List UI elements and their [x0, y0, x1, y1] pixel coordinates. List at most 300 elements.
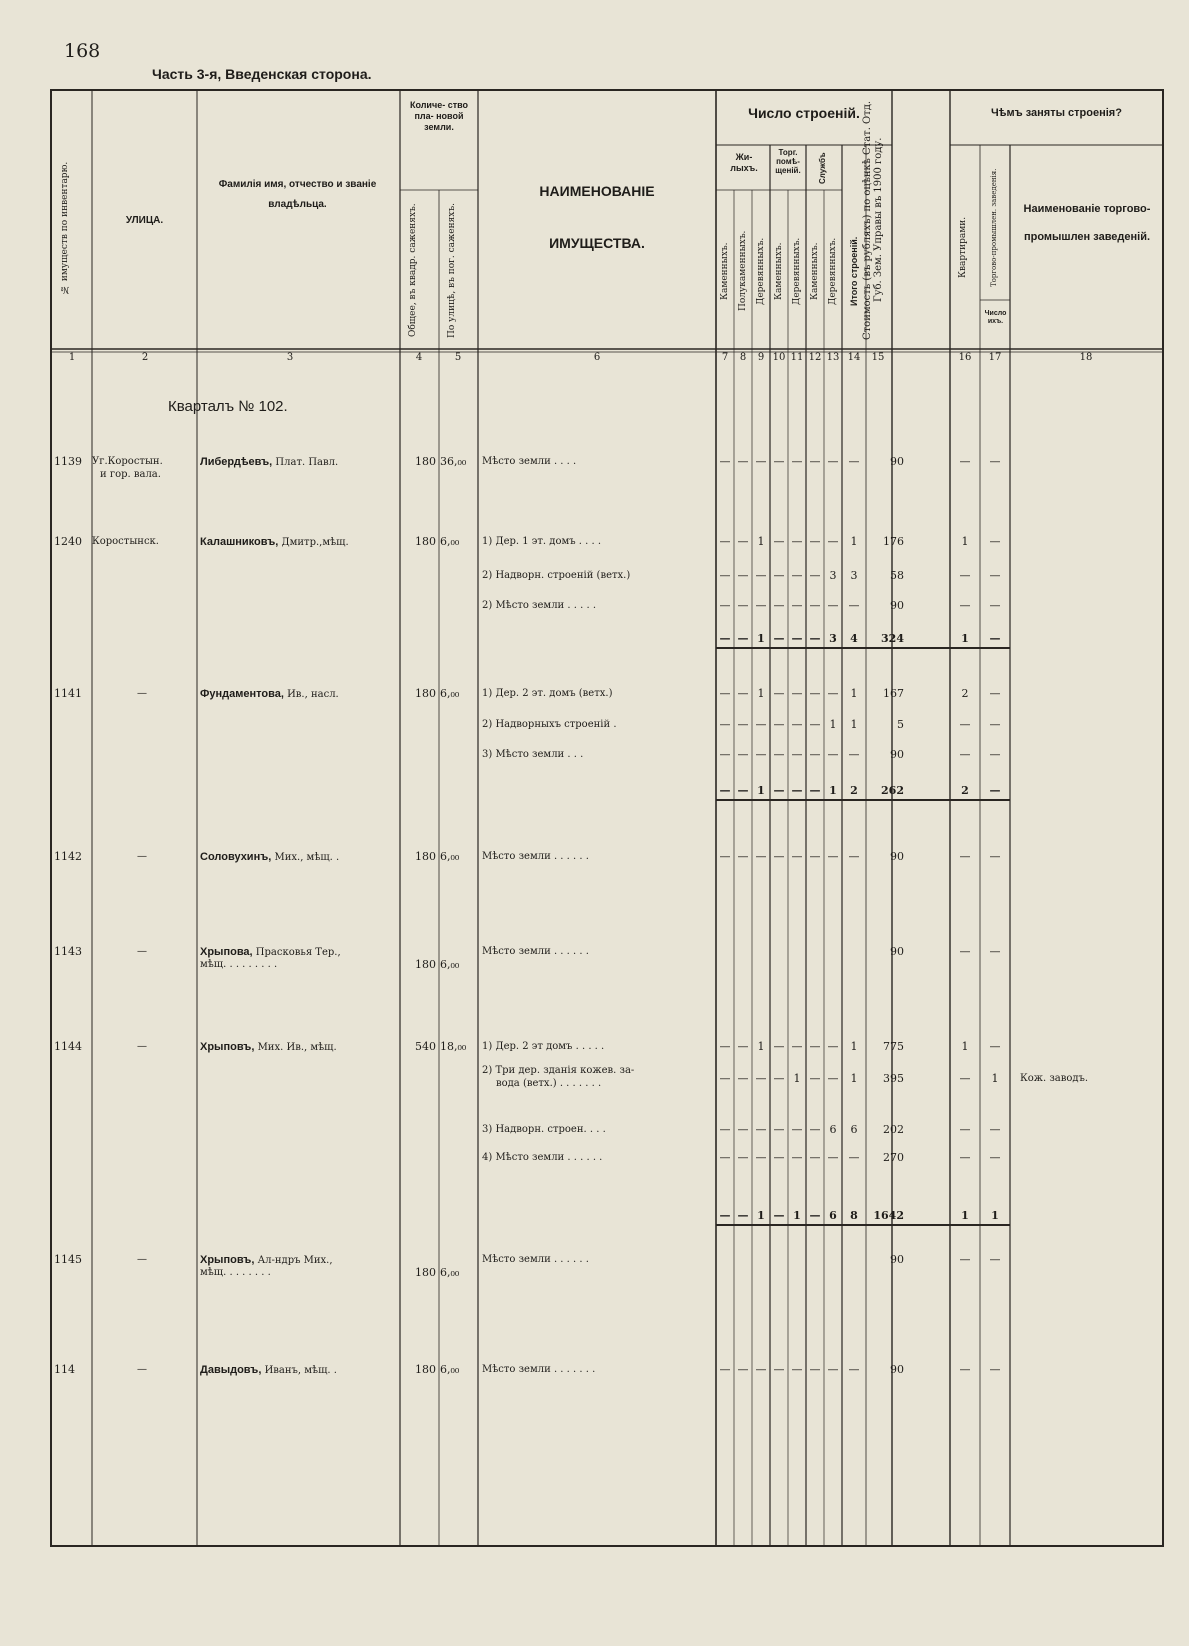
total-apartments: 1: [961, 632, 969, 645]
item-name: 2) Надворн. строеній (ветх.): [482, 570, 631, 581]
building-count: 1: [850, 687, 858, 700]
apartments: —: [959, 718, 971, 731]
record-street: —: [137, 688, 147, 699]
building-count: 1: [850, 1072, 858, 1085]
trade-count: —: [989, 455, 1001, 468]
building-count: —: [809, 718, 821, 731]
owner-details: Дмитр.,мѣщ.: [278, 537, 349, 548]
building-count: —: [809, 1151, 821, 1164]
item-name: Мѣсто земли . . . . . .: [482, 1254, 589, 1265]
total-building-count: —: [719, 632, 731, 645]
total-building-count: —: [809, 632, 821, 645]
owner-surname: Хрыповъ,: [200, 1254, 255, 1266]
building-count: —: [737, 535, 749, 548]
building-count: —: [755, 1123, 767, 1136]
record-street: —: [137, 851, 147, 862]
apartments: —: [959, 1363, 971, 1376]
land-street: 6,₀₀: [440, 1363, 460, 1376]
trade-count: —: [989, 1123, 1001, 1136]
building-count: —: [719, 748, 731, 761]
col15-header: Стоимость (въ рубляхъ) по оцѣнкѣ Стат. Отд. Губ. Зем. Управы въ 1900 году.: [862, 100, 884, 340]
col6-header-b: ИМУЩЕСТВА.: [549, 235, 645, 251]
total-building-count: 2: [850, 784, 858, 797]
building-count: —: [719, 599, 731, 612]
apartments: —: [959, 1072, 971, 1085]
building-count: —: [737, 455, 749, 468]
building-count: —: [827, 748, 839, 761]
item-name: 2) Мѣсто земли . . . . .: [482, 600, 596, 611]
record-street: Коростынск.: [92, 536, 159, 547]
building-count: —: [809, 1072, 821, 1085]
building-count: 1: [829, 718, 837, 731]
apartments: —: [959, 599, 971, 612]
building-count: —: [755, 1151, 767, 1164]
land-total: 180: [415, 687, 436, 700]
item-name: Мѣсто земли . . . . . .: [482, 946, 589, 957]
record-number: 1139: [54, 455, 82, 468]
building-count: —: [755, 748, 767, 761]
owner-details: Ал-ндръ Мих.,: [254, 1255, 333, 1266]
building-count: —: [737, 1123, 749, 1136]
building-count: —: [809, 599, 821, 612]
building-count: —: [773, 748, 785, 761]
record-number: 1145: [54, 1253, 82, 1266]
value-rubles: 58: [890, 569, 904, 582]
building-count: —: [737, 1072, 749, 1085]
record-owner: [200, 687, 339, 701]
col17-sub-header: Число ихъ.: [984, 310, 1007, 325]
record-owner-2: мѣщ. . . . . . . .: [200, 1267, 271, 1278]
building-count: —: [791, 687, 803, 700]
building-count: —: [773, 599, 785, 612]
record-street: —: [137, 1364, 147, 1375]
record-street-2: и гор. вала.: [100, 469, 161, 480]
land-street: 6,₀₀: [440, 687, 460, 700]
col1-header: № имуществ по инвентарю.: [60, 161, 70, 294]
column-number: 7: [721, 352, 729, 363]
column-number: 8: [739, 352, 747, 363]
building-count: —: [809, 1123, 821, 1136]
building-count: —: [737, 1040, 749, 1053]
building-count: —: [737, 569, 749, 582]
building-count: —: [755, 850, 767, 863]
record-owner: [200, 535, 349, 549]
col3-header: Фамилія имя, отчество и званіе владѣльца.: [218, 179, 377, 210]
total-value: 324: [881, 632, 904, 645]
building-count: —: [791, 1151, 803, 1164]
service-header: Службъ: [818, 152, 827, 184]
value-rubles: 90: [890, 455, 904, 468]
total-building-count: 1: [793, 1209, 801, 1222]
record-number: 1141: [54, 687, 82, 700]
record-owner: [200, 1040, 337, 1054]
building-count: —: [755, 569, 767, 582]
building-count: —: [719, 850, 731, 863]
owner-surname: Либердѣевъ,: [200, 456, 273, 468]
building-count: 1: [757, 1040, 765, 1053]
value-rubles: 90: [890, 1253, 904, 1266]
item-name: 2) Три дер. зданія кожев. за-: [482, 1065, 635, 1076]
col7-header: Каменныхъ.: [720, 242, 730, 300]
quarter-title: Кварталъ № 102.: [168, 398, 288, 415]
building-count: 6: [829, 1123, 837, 1136]
owner-surname: Соловухинъ,: [200, 851, 272, 863]
total-building-count: 4: [850, 632, 858, 645]
building-count: —: [791, 569, 803, 582]
building-count: —: [827, 1151, 839, 1164]
value-rubles: 270: [883, 1151, 904, 1164]
building-count: —: [737, 718, 749, 731]
item-name: Мѣсто земли . . . .: [482, 456, 577, 467]
record-street: —: [137, 1041, 147, 1052]
item-name-2: вода (ветх.) . . . . . . .: [496, 1078, 602, 1089]
total-building-count: —: [737, 632, 749, 645]
building-count: —: [809, 850, 821, 863]
building-count: —: [773, 718, 785, 731]
column-number: 16: [958, 352, 972, 363]
total-building-count: 6: [829, 1209, 837, 1222]
land-total: 180: [415, 850, 436, 863]
building-count: 6: [850, 1123, 858, 1136]
land-street: 6,₀₀: [440, 1266, 460, 1279]
total-building-count: —: [791, 784, 803, 797]
building-count: —: [827, 599, 839, 612]
building-count: —: [773, 1363, 785, 1376]
record-number: 1240: [54, 535, 82, 548]
column-number: 18: [1079, 352, 1093, 363]
trade-name: Кож. заводъ.: [1020, 1073, 1089, 1084]
building-count: —: [737, 1151, 749, 1164]
building-count: —: [848, 850, 860, 863]
building-count: —: [791, 1040, 803, 1053]
record-number: 1143: [54, 945, 82, 958]
building-count: —: [827, 850, 839, 863]
column-number: 14: [847, 352, 861, 363]
total-building-count: 8: [850, 1209, 858, 1222]
building-count: —: [737, 748, 749, 761]
trade-count: —: [989, 569, 1001, 582]
column-number: 15: [871, 352, 885, 363]
value-rubles: 90: [890, 850, 904, 863]
part-title: Часть 3-я, Введенская сторона.: [152, 66, 372, 82]
owner-details: Иванъ, мѣщ. .: [261, 1365, 337, 1376]
building-count: —: [773, 1040, 785, 1053]
building-count: —: [719, 1040, 731, 1053]
column-number: 1: [68, 352, 76, 363]
building-count: 1: [850, 535, 858, 548]
value-rubles: 90: [890, 748, 904, 761]
trade-count: —: [989, 599, 1001, 612]
column-number: 10: [772, 352, 786, 363]
land-total: 180: [415, 958, 436, 971]
item-name: 3) Мѣсто земли . . .: [482, 749, 584, 760]
total-value: 1642: [873, 1209, 904, 1222]
building-count: —: [848, 455, 860, 468]
occupancy-header: Чѣмъ заняты строенія?: [991, 107, 1122, 119]
building-count: —: [848, 1363, 860, 1376]
building-count: —: [791, 850, 803, 863]
total-building-count: —: [737, 1209, 749, 1222]
trade-count: —: [989, 850, 1001, 863]
total-building-count: —: [773, 1209, 785, 1222]
building-count: —: [773, 850, 785, 863]
item-name: 1) Дер. 2 эт. домъ (ветх.): [482, 688, 613, 699]
value-rubles: 176: [883, 535, 904, 548]
building-count: —: [755, 1072, 767, 1085]
owner-details: Ив., насл.: [283, 689, 339, 700]
column-number: 9: [757, 352, 765, 363]
building-count: —: [827, 1363, 839, 1376]
land-street: 6,₀₀: [440, 958, 460, 971]
trade-count: —: [989, 1040, 1001, 1053]
apartments: —: [959, 1123, 971, 1136]
building-count: —: [719, 455, 731, 468]
building-count: —: [719, 1363, 731, 1376]
land-total: 180: [415, 455, 436, 468]
record-number: 1144: [54, 1040, 82, 1053]
building-count: —: [719, 1151, 731, 1164]
trade-count: —: [989, 748, 1001, 761]
record-street: —: [137, 946, 147, 957]
col12-header: Каменныхъ.: [810, 242, 820, 300]
building-count: —: [809, 455, 821, 468]
land-total: 540: [415, 1040, 436, 1053]
building-count: —: [719, 535, 731, 548]
building-count: —: [737, 1363, 749, 1376]
building-count: —: [791, 535, 803, 548]
record-number: 114: [54, 1363, 75, 1376]
building-count: —: [773, 1123, 785, 1136]
item-name: 1) Дер. 2 эт домъ . . . . .: [482, 1041, 605, 1052]
total-trade: 1: [991, 1209, 999, 1222]
total-building-count: 1: [757, 784, 765, 797]
building-count: —: [773, 455, 785, 468]
owner-surname: Хрыповъ,: [200, 1041, 255, 1053]
building-count: —: [737, 599, 749, 612]
col6-header-a: НАИМЕНОВАНІЕ: [539, 183, 655, 199]
building-count: —: [719, 718, 731, 731]
record-owner: [200, 455, 338, 469]
building-count: —: [809, 535, 821, 548]
building-count: 3: [850, 569, 858, 582]
building-count: —: [755, 455, 767, 468]
col9-header: Деревянныхъ.: [756, 237, 766, 305]
building-count: 1: [757, 535, 765, 548]
record-number: 1142: [54, 850, 82, 863]
page-number: 168: [64, 40, 101, 62]
building-count: —: [809, 1040, 821, 1053]
record-owner-2: мѣщ. . . . . . . . .: [200, 959, 278, 970]
total-building-count: 3: [829, 632, 837, 645]
building-count: —: [755, 1363, 767, 1376]
apartments: —: [959, 1151, 971, 1164]
owner-surname: Хрыпова,: [200, 946, 253, 958]
total-building-count: 1: [757, 1209, 765, 1222]
building-count: 1: [793, 1072, 801, 1085]
trade-count: —: [989, 1151, 1001, 1164]
building-count: —: [791, 748, 803, 761]
building-count: —: [827, 1040, 839, 1053]
value-rubles: 5: [897, 718, 904, 731]
apartments: 1: [961, 1040, 969, 1053]
apartments: —: [959, 748, 971, 761]
col18-header: Наименованіе торгово-промышлен заведеній.: [1023, 203, 1151, 243]
item-name: 4) Мѣсто земли . . . . . .: [482, 1152, 603, 1163]
record-owner: [200, 1363, 337, 1377]
col2-header: УЛИЦА.: [125, 215, 164, 226]
owner-details: Мих. Ив., мѣщ.: [254, 1042, 337, 1053]
apartments: —: [959, 1253, 971, 1266]
land-street: 6,₀₀: [440, 850, 460, 863]
record-street: —: [137, 1254, 147, 1265]
building-count: —: [773, 535, 785, 548]
record-street: Уг.Коростын.: [92, 456, 163, 467]
building-count: —: [848, 748, 860, 761]
total-apartments: 1: [961, 1209, 969, 1222]
building-count: —: [773, 569, 785, 582]
total-building-count: —: [737, 784, 749, 797]
trade-header: Торг. помѣ- щеній.: [775, 148, 801, 175]
building-count: —: [719, 1123, 731, 1136]
building-count: —: [719, 1072, 731, 1085]
col10-header: Каменныхъ.: [774, 242, 784, 300]
owner-details: Прасковья Тер.,: [252, 947, 341, 958]
trade-count: 1: [991, 1072, 999, 1085]
land-street: 36,₀₀: [440, 455, 467, 468]
column-number: 2: [141, 352, 149, 363]
record-owner: [200, 1253, 333, 1267]
col14-header: Итого строеній.: [849, 236, 859, 306]
building-count: —: [791, 1123, 803, 1136]
value-rubles: 90: [890, 1363, 904, 1376]
owner-surname: Давыдовъ,: [200, 1364, 262, 1376]
building-count: —: [755, 599, 767, 612]
land-total: 180: [415, 1266, 436, 1279]
building-count: —: [827, 1072, 839, 1085]
apartments: 2: [961, 687, 969, 700]
building-count: 3: [829, 569, 837, 582]
col5-header: По улицѣ, въ пог. саженяхъ.: [447, 203, 457, 338]
building-count: —: [827, 535, 839, 548]
total-building-count: —: [719, 1209, 731, 1222]
item-name: 1) Дер. 1 эт. домъ . . . .: [482, 536, 602, 547]
residential-header: Жи- лыхъ.: [730, 152, 758, 173]
value-rubles: 202: [883, 1123, 904, 1136]
total-building-count: —: [719, 784, 731, 797]
total-trade: —: [989, 784, 1001, 797]
buildings-group-header: Число строеній.: [748, 105, 860, 121]
item-name: 2) Надворныхъ строеній .: [482, 719, 617, 730]
total-building-count: 1: [829, 784, 837, 797]
record-owner: [200, 945, 341, 959]
land-street: 18,₀₀: [440, 1040, 467, 1053]
value-rubles: 90: [890, 599, 904, 612]
total-building-count: —: [809, 1209, 821, 1222]
building-count: —: [791, 455, 803, 468]
total-value: 262: [881, 784, 904, 797]
building-count: —: [848, 599, 860, 612]
owner-surname: Фундаментова,: [200, 688, 284, 700]
col17-header: Торгово-промышлен. заведенія.: [990, 168, 998, 287]
building-count: —: [848, 1151, 860, 1164]
trade-count: —: [989, 535, 1001, 548]
total-building-count: —: [773, 632, 785, 645]
building-count: —: [773, 1072, 785, 1085]
building-count: —: [755, 718, 767, 731]
owner-details: Плат. Павл.: [272, 457, 339, 468]
land-total: 180: [415, 1363, 436, 1376]
trade-count: —: [989, 687, 1001, 700]
building-count: —: [737, 687, 749, 700]
land-street: 6,₀₀: [440, 535, 460, 548]
column-number: 17: [988, 352, 1002, 363]
total-building-count: —: [791, 632, 803, 645]
column-number: 12: [808, 352, 822, 363]
building-count: 1: [757, 687, 765, 700]
col8-header: Полукаменныхъ.: [738, 230, 748, 312]
col4-header: Общее, въ квадр. саженяхъ.: [408, 203, 418, 338]
apartments: —: [959, 455, 971, 468]
building-count: 1: [850, 718, 858, 731]
item-name: Мѣсто земли . . . . . .: [482, 851, 589, 862]
col16-header: Квартирами.: [958, 216, 968, 279]
value-rubles: 90: [890, 945, 904, 958]
value-rubles: 395: [883, 1072, 904, 1085]
column-number: 4: [415, 352, 423, 363]
apartments: —: [959, 850, 971, 863]
building-count: —: [719, 687, 731, 700]
column-number: 3: [286, 352, 294, 363]
apartments: 1: [961, 535, 969, 548]
total-trade: —: [989, 632, 1001, 645]
building-count: —: [737, 850, 749, 863]
value-rubles: 167: [883, 687, 904, 700]
trade-count: —: [989, 1253, 1001, 1266]
column-number: 11: [790, 352, 804, 363]
building-count: —: [773, 687, 785, 700]
col11-header: Деревянныхъ.: [792, 237, 802, 305]
trade-count: —: [989, 718, 1001, 731]
building-count: —: [827, 687, 839, 700]
land-total: 180: [415, 535, 436, 548]
building-count: —: [773, 1151, 785, 1164]
trade-count: —: [989, 945, 1001, 958]
owner-surname: Калашниковъ,: [200, 536, 279, 548]
building-count: —: [809, 687, 821, 700]
total-building-count: —: [773, 784, 785, 797]
total-apartments: 2: [961, 784, 969, 797]
building-count: —: [791, 718, 803, 731]
apartments: —: [959, 569, 971, 582]
owner-details: Мих., мѣщ. .: [271, 852, 340, 863]
building-count: —: [809, 569, 821, 582]
land-header: Количе- ство пла- новой земли.: [409, 100, 469, 132]
column-number: 6: [593, 352, 601, 363]
building-count: —: [791, 1363, 803, 1376]
apartments: —: [959, 945, 971, 958]
building-count: —: [827, 455, 839, 468]
record-owner: [200, 850, 339, 864]
building-count: —: [809, 748, 821, 761]
column-number: 5: [454, 352, 462, 363]
building-count: 1: [850, 1040, 858, 1053]
item-name: 3) Надворн. строен. . . .: [482, 1124, 606, 1135]
item-name: Мѣсто земли . . . . . . .: [482, 1364, 596, 1375]
col13-header: Деревянныхъ.: [828, 237, 838, 305]
total-building-count: 1: [757, 632, 765, 645]
total-building-count: —: [809, 784, 821, 797]
building-count: —: [719, 569, 731, 582]
